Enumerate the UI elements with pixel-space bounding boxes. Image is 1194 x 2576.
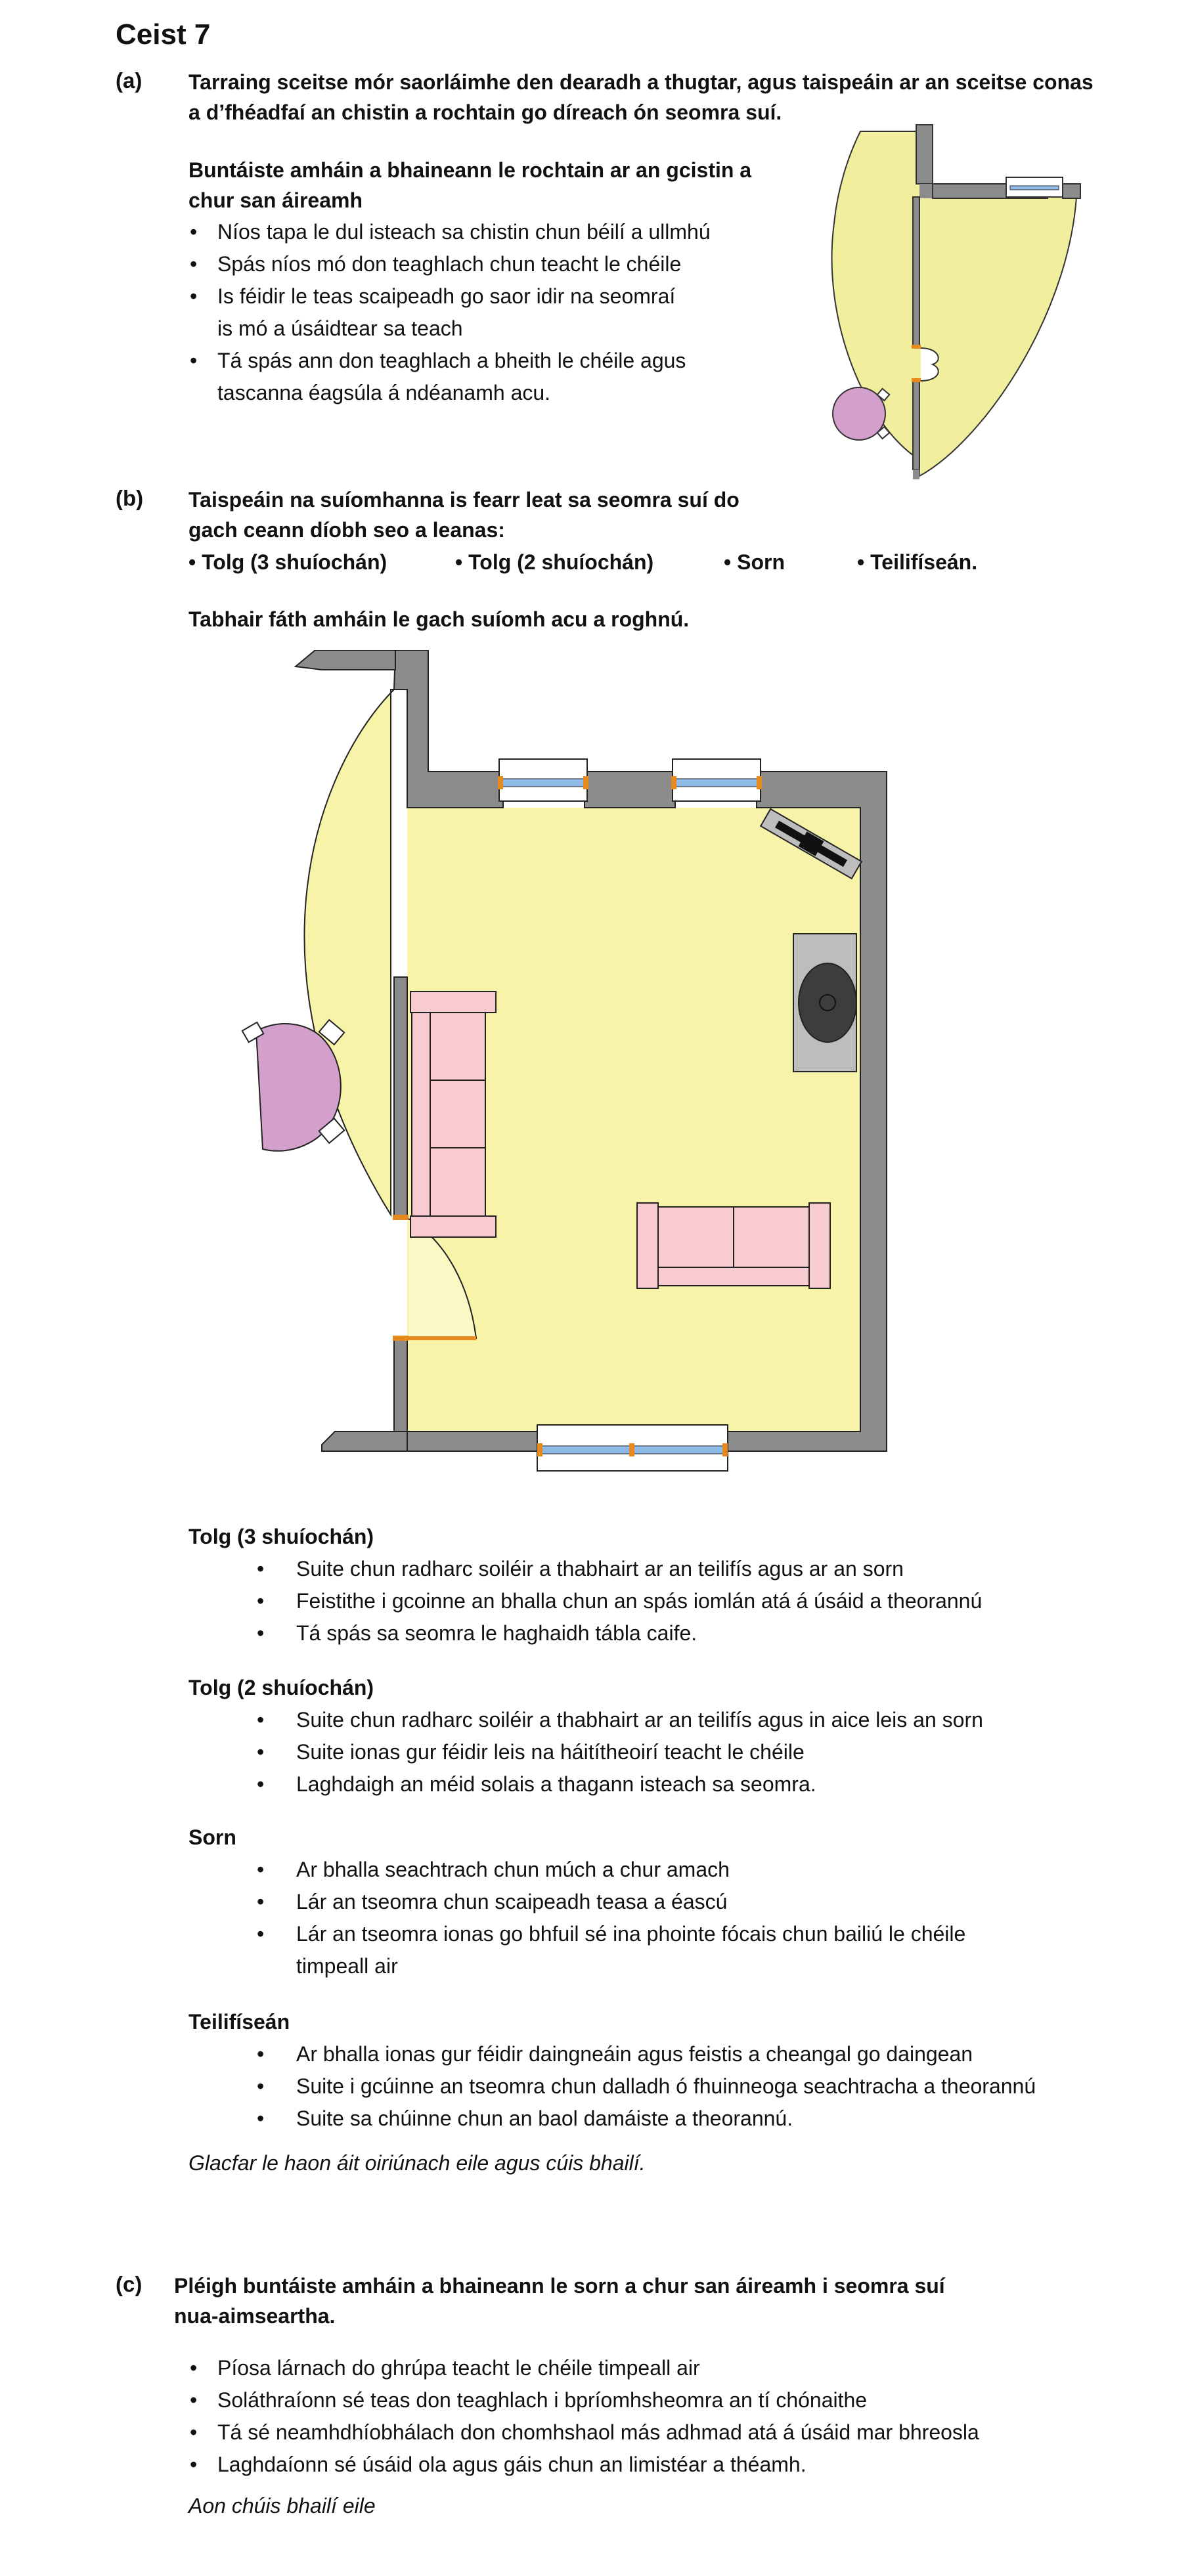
- list-item: • Suite i gcúinne an tseomra chun dalladh ó fhuinneoga seachtracha a theorannú: [254, 2070, 1154, 2103]
- section-heading: Teilifíseán: [188, 2010, 290, 2034]
- living-room-floor-plan: [223, 650, 919, 1477]
- small-plan-sketch: [814, 112, 1103, 486]
- part-a-question-line2: a d’fhéadfaí an chistin a rochtain go díreach ón seomra suí.: [188, 100, 782, 124]
- sketch-wall: [916, 125, 933, 184]
- part-a-subheading-line1: Buntáiste amháin a bhaineann le rochtain ar an gcistin a: [188, 158, 752, 182]
- section-sofa-2: [188, 1672, 1141, 1801]
- door-frame: [393, 1215, 409, 1220]
- door-frame: [912, 378, 921, 382]
- list-item: • Píosa lárnach do ghrúpa teacht le chéile timpeall air: [188, 2352, 1141, 2384]
- part-c-list: [188, 2352, 1141, 2481]
- part-b-question-line2: gach ceann díobh seo a leanas:: [188, 518, 505, 542]
- list-item: • Tá spás sa seomra le haghaidh tábla caife.: [254, 1617, 1141, 1649]
- list-item: • Laghdaigh an méid solais a thagann isteach sa seomra.: [254, 1768, 1141, 1801]
- section-heading: Sorn: [188, 1825, 236, 1849]
- wall-bottom: [407, 1431, 537, 1451]
- list-item: • Lár an tseomra ionas go bhfuil sé ina phointe fócais chun bailiú le chéile timpeall air: [254, 1918, 1141, 1982]
- list-item: • Is féidir le teas scaipeadh go saor idir na seomraí is mó a úsáidtear sa teach: [188, 280, 780, 345]
- section-tv: [188, 2006, 1154, 2135]
- list-item: • Spás níos mó don teaghlach chun teacht le chéile: [188, 248, 780, 280]
- sketch-wall: [913, 381, 919, 469]
- part-c-label: (c): [116, 2272, 143, 2296]
- option-sofa-2: • Tolg (2 shuíochán): [455, 550, 654, 574]
- list-item: • Suite chun radharc soiléir a thabhairt ar an teilifís agus in aice leis an sorn: [254, 1704, 1141, 1736]
- option-stove: • Sorn: [724, 550, 785, 574]
- sketch-wall: [919, 184, 933, 198]
- list-item: • Suite sa chúinne chun an baol damáiste a theorannú.: [254, 2103, 1154, 2135]
- part-a-question-line1: Tarraing sceitse mór saorláimhe den dearadh a thugtar, agus taispeáin ar an sceitse conas: [188, 70, 1094, 94]
- list-item: • Feistithe i gcoinne an bhalla chun an spás iomlán atá á úsáid a theorannú: [254, 1585, 1141, 1617]
- part-c-question: [174, 2271, 1126, 2331]
- list-item: • Tá sé neamhdhíobhálach don chomhshaol más adhmad atá á úsáid mar bhreosla: [188, 2416, 1141, 2449]
- wall-left-lower: [394, 1340, 407, 1431]
- list-item: • Tá spás ann don teaghlach a bheith le chéile agus tascanna éagsúla á ndéanamh acu.: [188, 345, 780, 409]
- door-frame: [393, 1336, 409, 1341]
- section-stove: [188, 1822, 1141, 1982]
- option-tv: • Teilifíseán.: [857, 550, 978, 574]
- part-c-question-line2: nua-aimseartha.: [174, 2304, 336, 2328]
- page-title: Ceist 7: [116, 18, 211, 51]
- sketch-wall: [913, 197, 919, 348]
- list-item: • Suite chun radharc soiléir a thabhairt ar an teilifís agus ar an sorn: [254, 1553, 1141, 1585]
- list-item: • Lár an tseomra chun scaipeadh teasa a éascú: [254, 1886, 1141, 1918]
- wall-bottom-left: [322, 1431, 407, 1451]
- sofa-icon: [410, 992, 496, 1237]
- part-c-question-line1: Pléigh buntáiste amháin a bhaineann le sorn a chur san áireamh i seomra suí: [174, 2274, 945, 2298]
- part-a-subheading: [188, 155, 751, 215]
- section-heading: Tolg (3 shuíochán): [188, 1525, 374, 1548]
- wall-top-stub: [296, 650, 395, 670]
- part-b-instruction: Tabhair fáth amháin le gach suíomh acu a roghnú.: [188, 607, 690, 631]
- part-c-note: Aon chúis bhailí eile: [188, 2494, 376, 2518]
- list-item: • Ar bhalla seachtrach chun múch a chur amach: [254, 1854, 1141, 1886]
- option-sofa-3: • Tolg (3 shuíochán): [188, 550, 387, 574]
- section-sofa-3: [188, 1521, 1141, 1649]
- section-heading: Tolg (2 shuíochán): [188, 1676, 374, 1699]
- sofa-icon: [637, 1203, 830, 1288]
- wall-top-mid: [585, 772, 675, 808]
- list-item: • Ar bhalla ionas gur féidir daingneáin agus feistis a cheangal go daingean: [254, 2038, 1154, 2070]
- part-a-subheading-line2: chur san áireamh: [188, 188, 363, 212]
- list-item: • Suite ionas gur féidir leis na háitítheoirí teacht le chéile: [254, 1736, 1141, 1768]
- sketch-wall: [1063, 184, 1080, 198]
- wall-left-internal: [394, 977, 407, 1217]
- stove-icon: [793, 934, 856, 1072]
- list-item: • Soláthraíonn sé teas don teaghlach i bpríomhsheomra an tí chónaithe: [188, 2384, 1141, 2416]
- part-b-question: [188, 485, 740, 545]
- list-item: • Laghdaíonn sé úsáid ola agus gáis chun an limistéar a théamh.: [188, 2449, 1141, 2481]
- part-b-question-line1: Taispeáin na suíomhanna is fearr leat sa seomra suí do: [188, 488, 740, 512]
- part-a-label: (a): [116, 68, 143, 93]
- door-frame: [912, 345, 921, 349]
- wall-top-left: [394, 650, 503, 808]
- part-a-list: [188, 216, 780, 409]
- part-b-note: Glacfar le haon áit oiriúnach eile agus cúis bhailí.: [188, 2151, 646, 2175]
- list-item: • Níos tapa le dul isteach sa chistin chun béilí a ullmhú: [188, 216, 780, 248]
- part-b-label: (b): [116, 486, 144, 510]
